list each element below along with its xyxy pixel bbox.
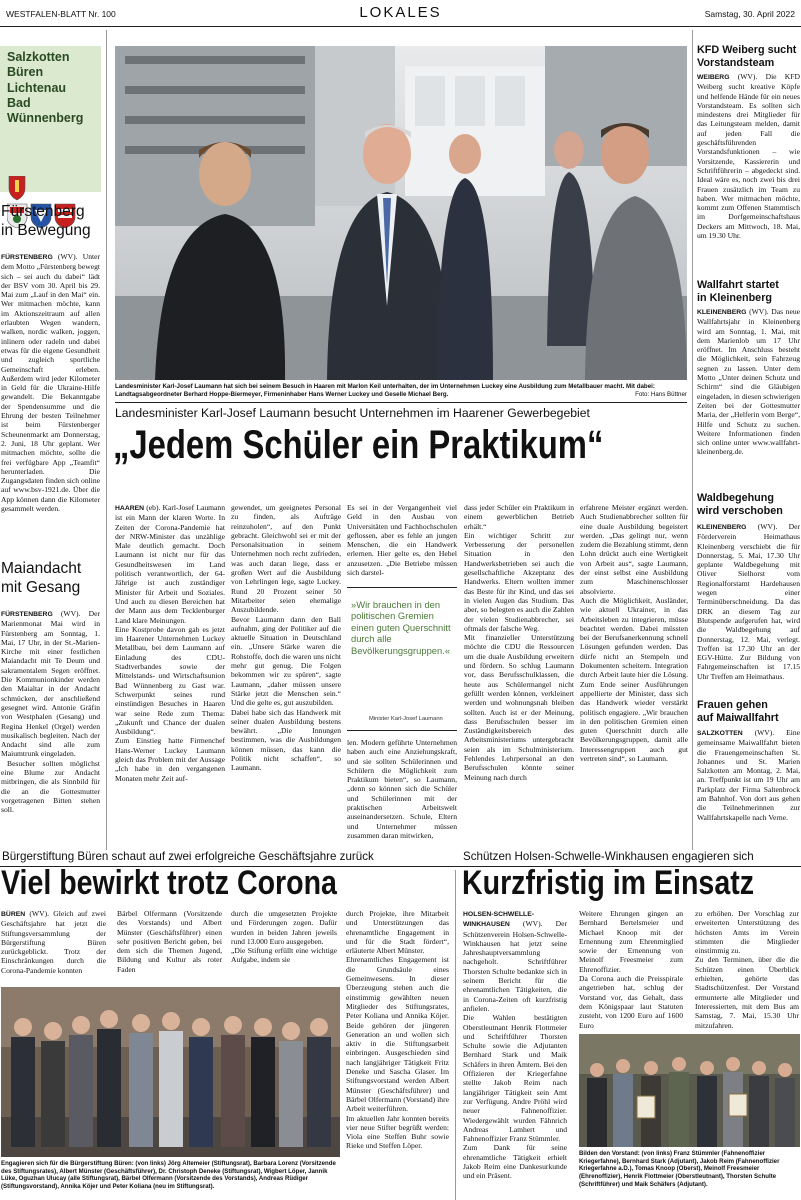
town-item: Wünnenberg: [7, 111, 84, 126]
column-divider: [455, 870, 456, 1200]
article-column: HAAREN (eb). Karl-Josef Laumann ist ein Mann der klaren Worte. In Zeiten der Corona-Pandemie hat der NRW-Minister das unzählige Male deutlich gemacht. Doch Laumann ist nicht nur für das Gesundheitswesen im Land politisch verantwortlich, der 64-Jährige ist auch zuständiger Minister für Arbeit und Soziales. Und auch zu diesen Bereichen hat der Mann aus dem Tecklenburger Land klare Meinungen. Eine Kostprobe davon gab es jetzt im Haarener Unternehmen Luckey Metallbau, bei dem Laumann auf Einladung des CDU-Stadtverbandes sowie der Mittelstands- und Wirtschaftsunion Bad Wünnenberg zu Gast war. Schwerpunkt seines rund einstündigen Besuches in Haaren war seine Rede zum Thema: „Zukunft und Chance der dualen Ausbildung“. Zum Einstieg hatte Firmenchef Hans-Werner Luckey Laumann gleich das Problem mit der Aussage „Ich habe in den vergangenen Monaten mehr Zeit auf-: [115, 503, 225, 783]
quote-rule: [347, 587, 457, 588]
board-photo-icon: [579, 1034, 800, 1147]
board-photo-caption: Bilden den Vorstand: (von links) Franz Stümmler (Fahnenoffizier Kriegerfahne), Bernhard Stark (Adjutant), Jakob Reim (Fahnenoffizier Kriegerfahne a.D.), Tomas Knoop (Oberst), Meinolf Freesmeier (Ehrenoffizier), Henrik Flottmeier (Oberstleutnant), Thorsten Schulte (Schriftführer) und Maik Schäfers (Adjutant).: [579, 1150, 780, 1188]
main-col-5: dass jeder Schüler ein Praktikum in einem gewerblichen Betrieb erhält.“ Ein wichtiger Schritt zur Verbesserung der personellen Situation in den Handwerksbetrieben sei auch die gesellschaftliche Akzeptanz des Handwerks. Eltern wollten immer das Beste für ihr Kind, und das sei in vielen Augen das Studium. Das aber, so belegten es auch die Zahlen der vielen Studienabbrecher, sei oftmals der falsche Weg. Mit finanzieller Unterstützung möchte die CDU die Ressourcen um die duale Ausbildung erweitern und fördern. So schlug Laumann vor, dass Berufsschulklassen, die heute aus Schülermangel nicht gefüllt werden können, verkleinert werden und wohnungsnah bleiben sollten. Auch ist er der Meinung, dass Berufsschulen besser im Zuständigkeitsbereich des Arbeitsministeriums untergebracht seien als im Schulministerium. Fehlendes Lehrpersonal an den Berufsschulen könnte seiner Meinung nach durch: [464, 503, 574, 782]
sidebar-article-body: FÜRSTENBERG (WV). Der Marienmonat Mai wird in Fürstenberg am Sonntag, 1. Mai, 17 Uhr, in der St.-Marien-Kirche mit einer festlichen Maiandacht mit Te Deum und sakramentalem Segen eröffnet. Die Kommunionkinder werden den Maialtar in der Andacht schmücken, der anschließend gesegnet wird. Antonie Gräfin von Westphalen (Gesang) und Regina Henkel (Orgel) werden musikalisch begleiten. Nach der Andacht sind alle zum Maiumtrunk eingeladen. Besucher sollten möglichst eine Blume zur Andacht mitbringen, die als Sinnbild für die an die Gottesmutter vorgetragenen Bitten stehen soll.: [1, 609, 100, 815]
right-article-title: Waldbegehung wird verschoben: [697, 492, 783, 517]
right-article-body: SALZKOTTEN (WV). Eine gemeinsame Maiwallfahrt bieten die Frauengemeinschaften St. Johannes und St. Marien Salzkotten am Montag, 2. Mai, an. Treffpunkt ist um 19 Uhr am Parkplatz der Firma Saltenbrock am Bahnhof. Von dort aus gehen die Teilnehmerinnen zur Wallfahrtskapelle nach Verne.: [697, 728, 800, 822]
article-column: HOLSEN-SCHWELLE-WINKHAUSEN (WV). Der Schützenverein Holsen-Schwelle-Winkhausen hat jetzt seine Jahreshauptversammlung nachgeholt. Schriftführer Thorsten Schulte bedankte sich in seinem Bericht für die ehrenamtlichen Tätigkeiten, die in Corona-Zeiten oft kurzfristig anfielen. Die Wahlen bestätigten Oberstleutnant Henrik Flottmeier und Schriftführer Thorsten Schulte sowie die Adjutanten Bernhard Stark und Maik Schäfers in ihren Ämtern. Bei den Offizieren der Kriegerfahne stellte Jakob Reim nach langjähriger Tätigkeit sein Amt zur Verfügung. Andre Pröhl wird neuer Fahnenoffizier. Wiedergewählt wurden Fähnrich Andreas Lamhert und Fahnenoffizier Franz Stümmler. Zum Dank für seine ehrenamtliche Tätigkeit erhielt Jakob Reim eine Dankesurkunde und ein Präsent.: [463, 911, 567, 1181]
article-column: [464, 503, 574, 860]
article-column: durch Projekte, ihre Mitarbeit und Unterstützungen das ehrenamtliche Engagement in und für die Stadt fördert“, erläuterte Albert Münster. Ehrenamtliches Engagement ist die Grundsäule eines Gemeinwesens. In dieser Überzeugung stehen auch die einstimmig gewählten neuen Mitglieder des Stiftungsrates, Peter Koliana und Annika Köjer. Beide gehören der jüngeren Generation an und wollen sich aktiv in die Stiftungsarbeit einbringen. Ausgeschieden sind nach langjähriger Tätigkeit Fritz Deneke und Sascha Glaser. Im Stiftungsvorstand werden Albert Münster (Geschäftsführer) und Bärbel Olfermann (Vorstand) ihre Arbeit weiterführen. Im aktuellen Jahr konnten bereits vier neue Stifter begrüßt werden: Viola eine Steffen Buhr sowie Rieke und Steffen Löper.: [346, 909, 449, 1151]
article-column: zu erhöhen. Der Vorschlag zur erweiterten Unterstützung des höchsten Amts im Verein stimmten die Mitglieder einstimmig zu. Zu den Terminen, über die die Schützen einen Überblick erhielten, gehörte das Stadtschützenfest. Der Vorstand ermunterte alle Mitglieder und Interessierten, mit dem Bus am Samstag, 7. Mai, 15.30 Uhr mitzufahren.: [695, 909, 799, 1029]
column-divider: [692, 30, 693, 860]
town-item: Salzkotten: [7, 50, 70, 64]
right-article-body: WEIBERG (WV). Die KFD Weiberg sucht kreative Köpfe und helfende Hände für ein neues Vorstandsteam. Es sollten sich mindestens drei Mitglieder für das Leitungsteam melden, damit auf jeden Fall die geschäftsführenden Vorstandsfunktionen – wie Vorsitzende, Kassiererin und Schriftführerin – abgedeckt sind. Ideal wäre es, noch zwei bis drei Frauen zusätzlich im Team zu haben. Wer mitmachen möchte, kommt zum Offenen Stammtisch im Dorfgemeinschaftshaus Deckers am Mittwoch, 18. Mai, um 19.30 Uhr.: [697, 72, 800, 241]
article-column: durch die umgesetzten Projekte und Förderungen zogen. Dafür wurden in beiden Jahren jeweils rund 13.000 Euro ausgegeben. „Die Stiftung erfüllt eine wichtige Aufgabe, indem sie: [231, 909, 337, 965]
main-col-4: len. Modern geführte Unternehmen haben auch eine Anziehungskraft, und sie sollten Schülerinnen und Schülern die Möglichkeit zum Praktikum bieten“, so Laumann, „denn so können sich die Schüler und Schülerinnen mit der praktischen Arbeitswelt auseinandersetzen. Schule, Eltern und Unternehmer müssen zusammen daran mitwirken,: [347, 738, 457, 840]
article-column: Bärbel Olfermann (Vorsitzende des Vorstands) und Albert Münster (Geschäftsführer) einen sehr positiven Bericht geben, bei dem sich die Themen Jugend, Bildung und Kultur als roter Faden: [117, 909, 222, 974]
photo-credit: Foto: Hans Büttner: [629, 391, 687, 399]
pull-quote: »Wir brauchen in den politischen Gremien einen guten Querschnitt durch alle Bevölkerungsgruppen.«: [351, 599, 451, 656]
main-col-3: Es sei in der Vergangenheit viel Geld in den Ausbau von Universitäten und Fachhochschulen geflossen, aber es fehle an jungen Menschen, die ein Handwerk erlernen. Hier gelte es, den Hebel anzusetzen. „Die Betriebe müssen sich darstel-: [347, 503, 457, 578]
article-column: [347, 738, 457, 860]
article-column: [580, 503, 688, 860]
main-col-6: erfahrene Meister ergänzt werden. Auch Studienabbrecher sollten für eine duale Ausbildung begeistert werden. „Das gelingt nur, wenn zudem die Bezahlung stimmt, denn Lohn drückt auch eine Wertigkeit von Arbeit aus“, sagte Laumann, der einst selbst eine Ausbildung zum Maschinenschlosser absolvierte. Auch die Möglichkeit, Ausländer, wie aktuell Ukrainer, in das Arbeitsleben zu integrieren, müsse beachtet werden. Dabei müssten bei der Berufsanerkennung schnell Lösungen gefunden werden. Das dürfe nicht an Stempeln und Dokumenten scheitern. Integration durch Arbeit laute hier die Lösung. Zum Ende seiner Ausführungen appellierte der Minister, dass sich das Handwerk wieder verstärkt politisch engagiere. „Wir brauchen in den politischen Gremien einen guten Querschnitt durch alle Bevölkerungsgruppen, damit alle Interessengruppen auch gut vertreten sind“, so Laumann.: [580, 503, 688, 764]
workshop-photo-icon: [115, 46, 687, 380]
page-header: [6, 0, 795, 26]
column-divider: [106, 30, 107, 860]
right-article-title: Wallfahrt startet in Kleinenberg: [697, 279, 779, 304]
town-list: [7, 50, 83, 126]
main-photo-caption: Landesminister Karl-Josef Laumann hat sich bei seinem Besuch in Haaren mit Marlon Keil unterhalten, der im Unternehmen Luckey eine Ausbildung zum Metallbauer macht. Mit dabei: Landtagsabgeordneter Berhard Hoppe-Biermeyer, Firmeninhaber Hans Werner Luckey und Geselle Michael Berg. Foto: Hans Büttner: [115, 383, 687, 399]
group-photo-icon: [1, 987, 340, 1157]
bottom-left-kicker: Bürgerstiftung Büren schaut auf zwei erfolgreiche Geschäftsjahre zurück: [2, 850, 374, 863]
town-item: Bad: [7, 95, 31, 110]
bottom-right-headline: Kurzfristig im Einsatz: [462, 864, 754, 902]
main-kicker: Landesminister Karl-Josef Laumann besucht Unternehmen im Haarener Gewerbegebiet: [115, 406, 590, 420]
right-article-body: KLEINENBERG (WV). Der Förderverein Heimathaus Kleinenberg verschiebt die für Donnerstag, 5. Mai, 17.30 Uhr geplante Waldbegehung mit Oliver Sielhorst vom Regionalforstamt Hardehausen wegen einer Terminüberschneidung. Da das DRK an diesem Tag zur Blutspende aufgerufen hat, wird die Waldbegehung auf Donnerstag, 12. Mai, verlegt. Treffen ist 17.30 Uhr an der EGV-Hütte. Zur Bildung von Fahrgemeinschaften ist 17.15 Uhr Treffen am Heimathaus.: [697, 522, 800, 681]
group-photo-caption: Engagieren sich für die Bürgerstiftung Büren: (von links) Jörg Altemeier (Stiftungsrat), Barbara Lorenz (Vorsitzende des Stiftungsrates), Albert Münster (Geschäftsführer), Dr. Christoph Deneke (Stiftungsrat), Wigbert Löper, Jannik Lüke, Oguzhan Ulucay (alle Stiftungsrat), Bärbel Olfermann (Vorsitzende des Vorstands), Andreas Rüdiger (Stiftungsvorstand), Annika Köjer und Peter Koliana (neu im Stiftungsrat).: [1, 1160, 336, 1191]
main-col-2: gewendet, um geeignetes Personal zu finden, als Aufträge reinzuholen“, auf den Punkt gebracht. Gleichwohl sei er mit der Personalsituation in seinem Unternehmen noch recht zufrieden, was auch daran liege, dass er großen Wert auf die Ausbildung von Lehrlingen lege, sagte Luckey. Rund 20 Prozent seiner 50 Mitarbeiter seien ehemalige Auszubildende. Bevor Laumann dann den Ball aufnahm, ging der Politiker auf die aktuelle Situation in Deutschland ein. „Unsere Stärke waren die Rohstoffe, doch die waren uns nicht mehr gut genug. Die Folgen bekommen wir zu spüren“, sagte Laumann, „daher müssen unsere Stärke jetzt die Menschen sein.“ Und die gelte es, gut auszubilden. Dabei habe sich das Handwerk mit seiner dualen Ausbildung bestens bewährt. „Die Innungen bestimmen, was die Ausbildungen können müssen, das kann die Politik nicht schaffen“, so Laumann.: [231, 503, 341, 773]
header-left: WESTFALEN-BLATT Nr. 100: [6, 9, 116, 19]
right-article-body: KLEINENBERG (WV). Das neue Wallfahrtsjahr in Kleinenberg wird am Sonntag, 1. Mai, mit dem Marienlob um 17 Uhr eröffnet. Im Anschluss besteht die Möglichkeit, sein Fahrzeug segnen zu lassen. Unter dem Motto „Unter deinen Schutz und Schirm“ sind die Gläubigen eingeladen, in diesen schwierigen Zeiten bei der Gottesmutter Maria, der „Helferin vom Berge“, Hilfe und Schutz zu suchen. Weitere Informationen finden sich online unter www.wallfahrt-kleinenberg.de.: [697, 307, 800, 457]
quote-rule: [347, 730, 457, 731]
bottom-right-kicker: Schützen Holsen-Schwelle-Winkhausen engagieren sich: [463, 850, 754, 863]
sidebar-article-title: Fürstenberg in Bewegung: [1, 203, 91, 239]
article-column: Weitere Ehrungen gingen an Bernhard Bertelsmeier und Michael Knoop mit der Ernennung zum Ehrenmitglied sowie der Ernennung von Meinolf Freesmeier zum Ehrenoffizier. Da Corona auch die Preisspirale angetrieben hat, schlug der Vorstand vor, das Gehalt, dass dem Königspaar laut Statuten zusteht, von 1200 Euro auf 1600 Euro: [579, 909, 683, 1029]
coat-of-arms-icon: [9, 176, 25, 200]
main-col-1: (eb). Karl-Josef Laumann ist ein Mann der klaren Worte. In Zeiten der Corona-Pandemie hat der NRW-Minister das unzählige Male deutlich gemacht. Doch Laumann ist nicht nur für das Gesundheitswesen im Land politisch verantwortlich, der 64-Jährige ist auch zuständiger Minister für Arbeit und Soziales. Und auch zu diesen Bereichen hat der Mann aus dem Tecklenburger Land klare Meinungen. Eine Kostprobe davon gab es jetzt im Haarener Unternehmen Luckey Metallbau, bei dem Laumann auf Einladung des CDU-Stadtverbandes sowie der Mittelstands- und Wirtschaftsunion Bad Wünnenberg zu Gast war. Schwerpunkt seines rund einstündigen Besuches in Haaren war seine Rede zum Thema: „Zukunft und Chance der dualen Ausbildung“. Zum Einstieg hatte Firmenchef Hans-Werner Luckey Laumann gleich das Problem mit der Aussage „Ich habe in den vergangenen Monaten mehr Zeit auf-: [115, 503, 225, 783]
article-column: [347, 503, 457, 579]
town-item: Büren: [7, 65, 44, 80]
header-date: Samstag, 30. April 2022: [704, 9, 795, 19]
town-item: Lichtenau: [7, 80, 67, 95]
main-photo: [115, 46, 687, 380]
group-photo: [1, 987, 340, 1157]
article-column: BÜREN (WV). Gleich auf zwei Geschäftsjahre hat jetzt die Stiftungsversammlung der Bürgerstiftung Büren zurückgeblickt. Trotz der Einschränkungen durch die Corona-Pandemie konnten: [1, 909, 106, 975]
sidebar-article-title: Maiandacht mit Gesang: [1, 560, 82, 596]
bottom-left-headline: Viel bewirkt trotz Corona: [1, 864, 337, 902]
caption-rule: [115, 402, 687, 403]
quote-author: Minister Karl-Josef Laumann: [369, 716, 443, 722]
sidebar-article-body: FÜRSTENBERG (WV). Unter dem Motto „Fürstenberg bewegt sich – sei auch du dabei“ lädt der BSV vom 30. April bis 29. Mai zum „Lauf in den Mai“ ein. Wer mitmachen möchte, kann im Aktionszeitraum auf allen erlaubten Wegen wandern, walken, nordic walken, joggen, inlinern oder radeln und dabei etwas für die eigene Gesundheit und zugleich sportliche Gemeinschaft erleben. Außerdem wird jeder Kilometer in Geld für die Ukraine-Hilfe gewandelt. Die Bekanntgabe der Spendensumme und die Ehrung der besten Teilnehmer ist beim Fürstenberger Scheunenmarkt am Donnerstag, 2. Juni, 18 Uhr geplant. Wer mitmachen möchte, sollte die frei verfügbare App „Teamfit“ herunterladen. Die Zugangsdaten finden sich online auf www.bsv-1921.de. Über die App können dann die Kilometer gesammelt werden.: [1, 252, 100, 514]
article-column: [231, 503, 341, 860]
right-article-title: KFD Weiberg sucht Vorstandsteam: [697, 44, 797, 69]
header-section: LOKALES: [359, 4, 442, 21]
main-headline: „Jedem Schüler ein Praktikum“: [113, 423, 604, 467]
board-photo: [579, 1034, 800, 1147]
header-rule: [0, 26, 801, 27]
towns-box: [0, 46, 101, 192]
right-article-title: Frauen gehen auf Maiwallfahrt: [697, 699, 779, 724]
